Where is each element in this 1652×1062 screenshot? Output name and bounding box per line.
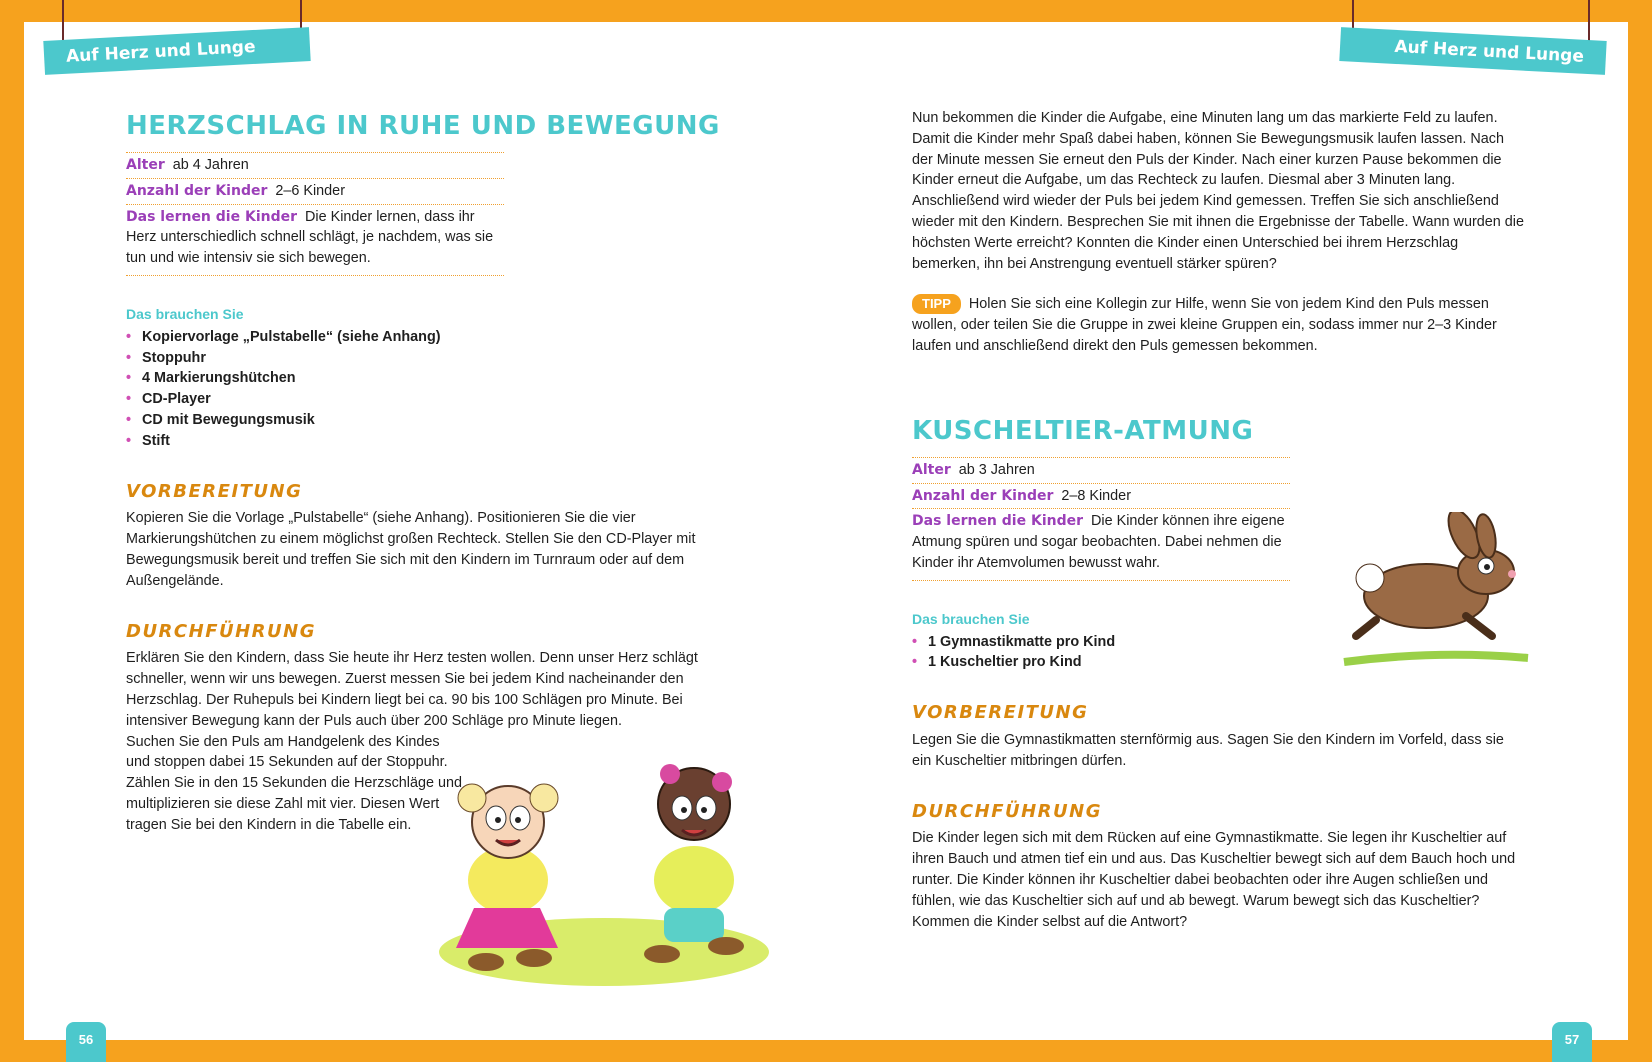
- tag-string-right-2: [1588, 0, 1590, 42]
- list-item: • CD mit Bewegungsmusik: [126, 410, 746, 431]
- meta-key: Das lernen die Kinder: [912, 513, 1084, 530]
- meta-value: 2–6 Kinder: [275, 182, 345, 199]
- tipp-text: Holen Sie sich eine Kollegin zur Hilfe, wenn Sie von jedem Kind den Puls messen wollen, oder teilen Sie die Gruppe in zwei kleine Gruppen ein, sodass immer nur 2–3 Kinder laufen und anschließend direkt den Puls gemessen bekommen.: [912, 296, 1497, 354]
- section-title-kuscheltier: KUSCHELTIER-ATMUNG: [912, 415, 1254, 446]
- meta-key: Alter: [126, 157, 165, 173]
- meta-value: 2–8 Kinder: [1061, 487, 1131, 504]
- chapter-tag-left: Auf Herz und Lunge testen: [43, 27, 310, 75]
- list-item: • 4 Markierungshütchen: [126, 368, 746, 389]
- list-item: • 1 Kuscheltier pro Kind: [912, 652, 1526, 673]
- meta-box: [126, 152, 504, 276]
- prep-text: Legen Sie die Gymnastikmatten sternförmig aus. Sagen Sie den Kindern im Vorfeld, dass sie ein Kuscheltier mitbringen dürfen.: [912, 731, 1504, 769]
- page-title: HERZSCHLAG IN RUHE UND BEWEGUNG: [126, 111, 720, 141]
- meta-box: [912, 457, 1290, 581]
- meta-key: Anzahl der Kinder: [912, 487, 1054, 504]
- section-heading-exec: DURCHFÜHRUNG: [126, 620, 316, 642]
- list-item: • Stift: [126, 431, 746, 452]
- meta-value: ab 4 Jahren: [172, 157, 249, 173]
- children-illustration: [426, 760, 796, 990]
- section-heading-exec: DURCHFÜHRUNG: [912, 800, 1102, 822]
- list-item: • Stoppuhr: [126, 348, 746, 369]
- needs-list: [126, 327, 746, 452]
- rabbit-illustration: [1336, 512, 1536, 672]
- meta-children: [126, 179, 504, 205]
- meta-value: Die Kinder lernen, dass ihr Herz unterschiedlich schnell schlägt, je nachdem, was sie tun und wie intensiv sie sich bewegen.: [126, 208, 494, 267]
- section-heading-prep: VORBEREITUNG: [912, 702, 1089, 724]
- tag-string-left: [62, 0, 64, 42]
- page-number-left: 56: [66, 1022, 106, 1062]
- meta-key: Das lernen die Kinder: [126, 208, 298, 225]
- tipp-box: [912, 294, 1526, 356]
- intro-text: Nun bekommen die Kinder die Aufgabe, eine Minuten lang um das markierte Feld zu laufen. Damit die Kinder mehr Spaß dabei haben, können Sie Bewegungsmusik laufen lassen. Nach der Minute messen Sie erneut den Puls der Kinder. Nach einer kurzen Pause bekommen die Kinder erneut die Aufgabe, um das Rechteck zu laufen. Diesmal aber 3 Minuten lang. Anschließend wird wieder der Puls bei jedem Kind gemessen. Treffen Sie sich anschließend wieder mit den Kindern. Besprechen Sie mit ihnen die Ergebnisse der Tabelle. Wann wurden die höchsten Werte erreicht? Konnten die Kinder einen Unterschied bei ihrem Herzschlag bemerken, ihn bei Anstrengung eventuell stärker spüren?: [912, 110, 1524, 272]
- needs-title: Das brauchen Sie: [912, 610, 1030, 627]
- section-heading-prep: VORBEREITUNG: [126, 480, 303, 502]
- left-column: [126, 110, 746, 836]
- page-number-right: 57: [1552, 1022, 1592, 1062]
- meta-key: Anzahl der Kinder: [126, 182, 268, 199]
- exec-text-2: Suchen Sie den Puls am Handgelenk des Kindes und stoppen dabei 15 Sekunden auf der Stoppuhr. Zählen Sie in den 15 Sekunden die Herzschläge und multiplizieren sie diese Zahl mit vier. Diesen Wert tragen Sie bei den Kindern in die Tabelle ein.: [126, 733, 463, 833]
- list-item: • 1 Gymnastikmatte pro Kind: [912, 632, 1526, 653]
- meta-children: [912, 484, 1290, 510]
- chapter-tag-right: Auf Herz und Lunge testen: [1339, 27, 1606, 75]
- meta-value: Die Kinder können ihre eigene Atmung spüren und sogar beobachten. Dabei nehmen die Kinder ihr Atemvolumen bewusst wahr.: [912, 513, 1285, 571]
- list-item: • Kopiervorlage „Pulstabelle“ (siehe Anhang): [126, 327, 746, 348]
- meta-learning: [126, 205, 504, 276]
- meta-value: ab 3 Jahren: [958, 461, 1035, 478]
- meta-key: Alter: [912, 461, 951, 478]
- tipp-badge: TIPP: [912, 294, 961, 314]
- list-item: • CD-Player: [126, 389, 746, 410]
- exec-text: Die Kinder legen sich mit dem Rücken auf eine Gymnastikmatte. Sie legen ihr Kuscheltier auf ihren Bauch und atmen tief ein und aus. Das Kuscheltier bewegt sich auf dem Bauch hoch und runter. Die Kinder können ihr Kuscheltier dabei beobachten oder ihre Augen schließen und fühlen, wie das Kuscheltier sich auf und ab bewegt. Warum bewegt sich das Kuscheltier? Kommen die Kinder selbst auf die Antwort?: [912, 830, 1516, 930]
- exec-text: Erklären Sie den Kindern, dass Sie heute ihr Herz testen wollen. Denn unser Herz schlägt schneller, wenn wir uns bewegen. Zuerst messen Sie bei jedem Kind nacheinander den Herzschlag. Der Ruhepuls bei Kindern liegt bei ca. 90 bis 100 Schlägen pro Minute. Bei intensiver Bewegung kann der Puls auch über 200 Schläge pro Minute liegen.: [126, 650, 698, 729]
- prep-text: Kopieren Sie die Vorlage „Pulstabelle“ (siehe Anhang). Positionieren Sie die vier Markierungshütchen zu einem möglichst großen Rechteck. Stellen Sie den CD-Player mit Bewegungsmusik bereit und treffen Sie sich mit den Kindern im Turnraum oder auf dem Außengelände.: [126, 510, 696, 589]
- meta-age: [126, 153, 504, 179]
- meta-learning: [912, 509, 1290, 580]
- needs-title: Das brauchen Sie: [126, 305, 244, 322]
- meta-age: [912, 458, 1290, 484]
